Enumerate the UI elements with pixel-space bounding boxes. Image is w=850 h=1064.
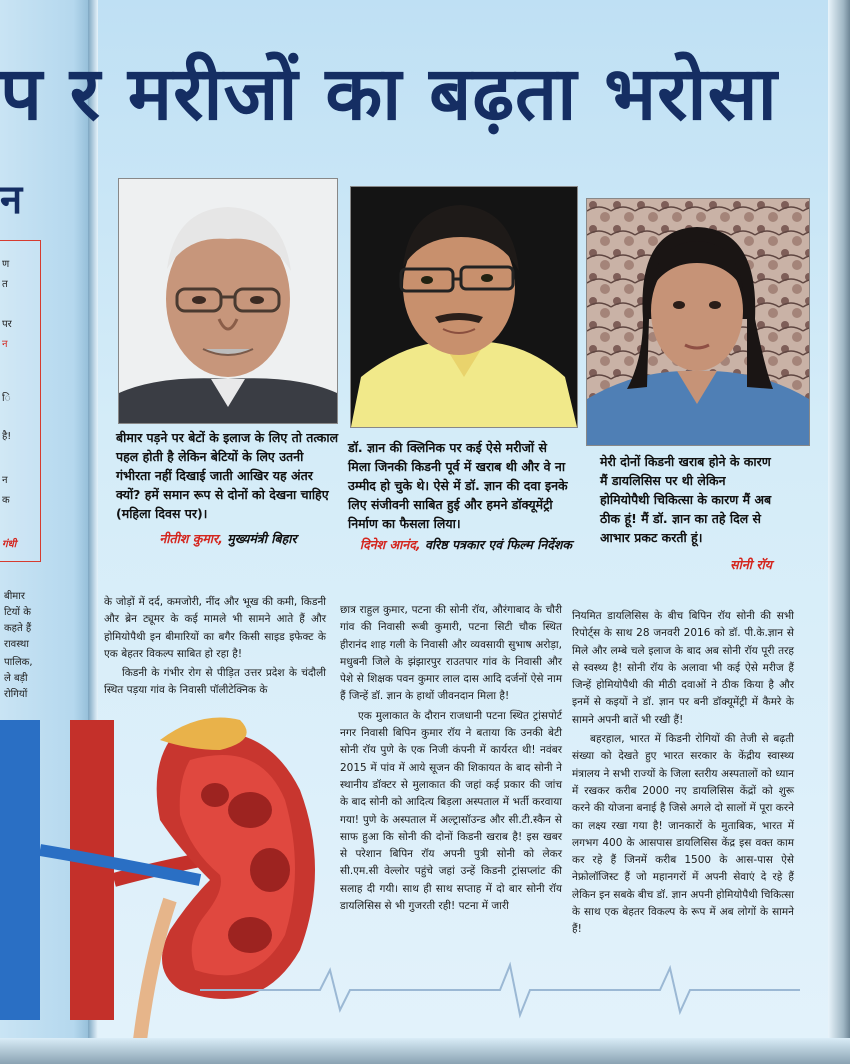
ecg-line-decoration (200, 960, 800, 1020)
left-heading-fragment: न (0, 177, 23, 223)
quote-author: सोनी रॉय (730, 557, 772, 572)
quote-caption-3 (600, 452, 772, 574)
left-body-fragment: बीमार (4, 591, 25, 602)
quote-attribution (116, 529, 340, 548)
left-fragment: गंधी (2, 539, 17, 550)
left-fragment: न (2, 475, 8, 486)
left-body-fragment: टियों के (4, 607, 31, 618)
left-body-fragment: रोगियों (4, 689, 28, 700)
left-fragment: ण (2, 259, 10, 270)
paragraph: के जोड़ों में दर्द, कमजोरी, नींद और भूख की कमी, किडनी और ब्रेन ट्यूमर के कई मामले भी सामने आते हैं और होमियोपैथी इन बीमारियों का बगैर किसी साइड इफेक्ट के एक बेहतर विकल्प साबित हो रहा है! (104, 596, 326, 660)
quote-attribution (348, 535, 572, 554)
left-fragment: न (2, 339, 8, 350)
left-body-fragment: रावस्था (4, 639, 29, 650)
quote-role: वरिष्ठ पत्रकार एवं फिल्म निर्देशक (424, 537, 572, 552)
left-fragment: पर (2, 319, 12, 330)
quote-caption-2 (348, 438, 572, 554)
quote-author: दिनेश आनंद, (359, 537, 421, 552)
photo-portrait-3 (586, 198, 810, 446)
left-fragment: ि (2, 393, 11, 404)
left-body-fragment: ले बड़ी (4, 673, 28, 684)
paragraph: छात्र राहुल कुमार, पटना की सोनी रॉय, औरंगाबाद के चौरी गांव की निवासी रूबी कुमारी, पटना सिटी चौक स्थित हीरानंद शाह गली के निवासी और व्यवसायी सुभाष अरोड़ा, मधुबनी जिले के झंझारपुर राउतपार गांव के निवासी और पेशे से शिक्षक पवन कुमार लाल दास आदि दर्जनों ऐसे नाम हैं जिन्हें डॉ. ज्ञान के हाथों जीवनदान मिला है! (340, 604, 562, 703)
quote-text: बीमार पड़ने पर बेटों के इलाज के लिए तो तत्काल पहल होती है लेकिन बेटियों के लिए उतनी गंभीरता नहीं दिखाई जाती आखिर यह अंतर क्यों? हमें समान रूप से दोनों को देखना चाहिए (महिला दिवस पर)। (116, 430, 339, 521)
left-body-fragment: पालिक, (4, 657, 33, 668)
left-fragment: है! (2, 431, 12, 442)
left-fragment: क (2, 495, 10, 506)
quote-attribution (600, 555, 772, 574)
article-column-3 (572, 608, 794, 941)
quote-caption-1 (116, 428, 340, 548)
left-fragment: त (2, 279, 8, 290)
headline: प र मरीजों का बढ़ता भरोसा (0, 51, 778, 137)
article-column-1 (104, 594, 326, 702)
quote-author: नीतीश कुमार, (159, 531, 223, 546)
paragraph: नियमित डायलिसिस के बीच बिपिन रॉय सोनी की सभी रिपोर्ट्स के साथ 28 जनवरी 2016 को डॉ. पी.के.ज्ञान से मिले और लम्बे चले इलाज के बाद अब सोनी रॉय पूरी तरह से स्वस्थ्य है! सोनी रॉय के अलावा भी कई ऐसे मरीज हैं जिन्हें होमियोपैथी की मीठी दवाओं ने ठीक किया है और इनमें से कइयों ने डॉ. ज्ञान पर बनी डॉक्यूमेंट्री में कैमरे के सामने अपनी बातें भी रखी हैं! (572, 610, 794, 726)
paragraph: बहरहाल, भारत में किडनी रोगियों की तेजी से बढ़ती संख्या को देखते हुए भारत सरकार के केंद्रीय स्वास्थ्य मंत्रालय ने सभी राज्यों के जिला स्तरीय अस्पतालों को ध्यान में रखकर करीब 2000 नए डायलिसिस केंद्रों को शुरू करने की योजना बनाई है जिसे अगले दो सालों में पूरा करने का लक्ष्य रखा गया है! जानकारों के मुताबिक, भारत में लगभग 400 के आसपास डायलिसिस केंद्र इस वक्त काम कर रहे हैं जिनमें करीब 1500 के आस-पास ऐसे नेफ्रोलॉजिस्ट हैं जो महानगरों में अपनी सेवाएं दे रहे हैं लेकिन इन सबके बीच डॉ. ज्ञान अपनी होमियोपैथी चिकित्सा के साथ एक बेहतर विकल्प के रूप में अब लोगों के सामने हैं! (572, 733, 794, 936)
photo-portrait-2 (350, 186, 578, 428)
article-column-2 (340, 602, 562, 917)
quote-role: मुख्यमंत्री बिहार (227, 531, 297, 546)
photo-portrait-1 (118, 178, 338, 424)
page-edge-bottom (0, 1038, 850, 1064)
quote-text: मेरी दोनों किडनी खराब होने के कारण मैं डायलिसिस पर थी लेकिन होमियोपैथी चिकित्सा के कारण मैं अब ठीक हूं! मैं डॉ. ज्ञान का तहे दिल से आभार प्रकट करती हूं। (600, 454, 772, 545)
page-edge-right (828, 0, 850, 1064)
quote-text: डॉ. ज्ञान की क्लिनिक पर कई ऐसे मरीजों से मिला जिनकी किडनी पूर्व में खराब थी और वे ना उम्मीद हो चुके थे। ऐसे में डॉ. ज्ञान की दवा इनके लिए संजीवनी साबित हुई और हमने डॉक्यूमेंट्री निर्माण का फैसला लिया। (348, 440, 568, 531)
paragraph: किडनी के गंभीर रोग से पीड़ित उत्तर प्रदेश के चंदौली स्थित पड़या गांव के निवासी पॉलीटेक्निक के (104, 667, 326, 697)
paragraph: एक मुलाकात के दौरान राजधानी पटना स्थित ट्रांसपोर्ट नगर निवासी बिपिन कुमार रॉय ने बताया कि उनकी बेटी सोनी रॉय पुणे के एक निजी कंपनी में कार्यरत थी! नवंबर 2015 में पांव में आये सूजन की शिकायत के बाद सोनी ने स्थानीय डॉक्टर से मुलाकात की जहां कई प्रकार की जांच के बाद सोनी को आदित्य बिड़ला अस्पताल में भर्ती करवाया गया! पुणे के अस्पताल में अल्ट्रासॉउन्ड और सी.टी.स्कैन से साफ हुआ कि सोनी की दोनों किडनी खराब है! इस खबर से परेशान बिपिन रॉय अपनी पुत्री सोनी को लेकर सी.एम.सी वेल्लोर पहुंचे जहां उन्हें किडनी ट्रांसप्लांट की सलाह दी गयी। साथ ही साथ सप्ताह में दो बार सोनी रॉय डायलिसिस से भी गुजरती रही! पटना में जारी (340, 709, 562, 913)
left-body-fragment: कहते हैं (4, 623, 32, 634)
